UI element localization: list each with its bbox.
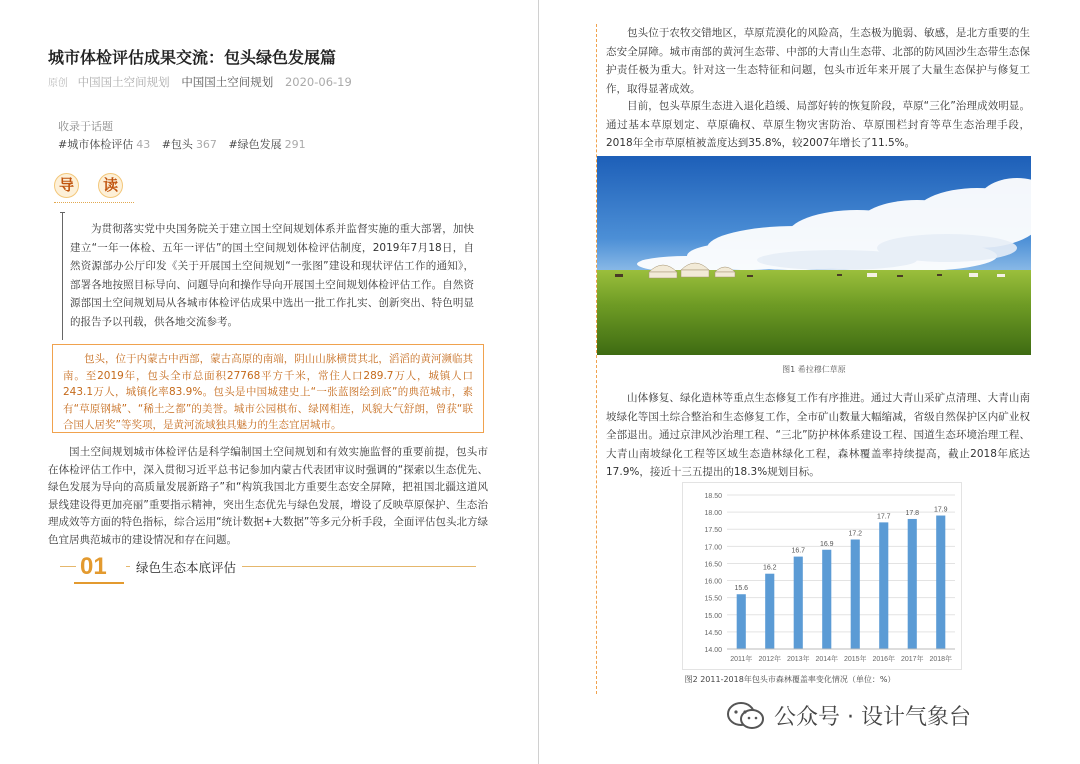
chart-y-tick-label: 15.00	[704, 612, 722, 620]
chart-x-tick-label: 2014年	[815, 656, 839, 663]
chart-data-label: 17.2	[848, 530, 863, 538]
left-page	[0, 0, 538, 764]
chart-x-tick-label: 2012年	[758, 656, 782, 663]
watermark	[726, 700, 971, 731]
page-divider	[538, 0, 539, 764]
chart-y-tick-label: 18.50	[704, 493, 722, 500]
topic-tags	[58, 136, 314, 152]
chart-x-tick-label: 2011年	[730, 656, 753, 663]
chart-data-label: 17.8	[905, 509, 920, 517]
publish-date: 2020-06-19	[284, 75, 352, 89]
topic-tag-count: 291	[284, 138, 306, 151]
chart-x-tick-label: 2018年	[929, 656, 953, 663]
body-paragraph: 目前，包头草原生态进入退化趋缓、局部好转的恢复阶段，草原“三化”治理成效明显。通过基本草原划定、草原确权、草原生物灾害防治、草原围栏封育等草生态治理手段，2018年全市草原植被盖度达到35.8%，较2007年增长了11.5%。	[606, 100, 1030, 149]
topic-tag-name: #绿色发展	[228, 138, 282, 151]
forest-coverage-chart	[682, 482, 962, 670]
chart-x-tick-label: 2013年	[786, 656, 810, 663]
chart-svg	[683, 483, 963, 671]
highlight-box	[52, 344, 484, 433]
chart-x-tick-label: 2017年	[900, 656, 924, 663]
grassland-photo-svg	[597, 156, 1031, 355]
right-page	[540, 0, 1080, 764]
topic-tag[interactable]	[58, 138, 150, 151]
highlight-paragraph: 包头，位于内蒙古中西部，蒙古高原的南端，阴山山脉横贯其北，滔滔的黄河濒临其南。至2019年，包头全市总面积27768平方千米，常住人口289.7万人，城镇人口243.1万人，城镇化率83.9%。包头是中国城建史上“一张蓝图绘到底”的典范城市，素有“草原钢城”、“稀土之都”的美誉。城市公园棋布、绿网相连，风貌大气舒朗，曾获“联合国人居奖”等奖项，是黄河流域独具魅力的生态宜居城市。	[63, 353, 473, 431]
chart-bar	[908, 519, 917, 649]
author-name[interactable]: 中国国土空间规划	[77, 75, 170, 89]
chart-y-tick-label: 15.50	[704, 595, 722, 603]
chart-x-tick-label: 2015年	[843, 656, 867, 663]
chart-data-label: 15.6	[734, 585, 749, 593]
topic-tag-name: #包头	[161, 138, 193, 151]
article-meta	[48, 74, 360, 90]
chart-y-tick-label: 16.50	[704, 561, 722, 569]
chart-y-tick-label: 14.50	[704, 629, 722, 637]
topic-tag-name: #城市体检评估	[58, 138, 134, 151]
intro-bracket	[62, 212, 67, 340]
intro-divider	[54, 202, 134, 203]
original-tag: 原创	[48, 78, 68, 89]
chart-bar	[765, 574, 774, 649]
article-title: 城市体检评估成果交流：包头绿色发展篇	[48, 48, 337, 67]
body-paragraph: 山体修复、绿化造林等重点生态修复工作有序推进。通过大青山采矿点清理、大青山南坡绿化等国土综合整治和生态修复工作，全市矿山数量大幅缩减，省级自然保护区内矿业权全部退出。通过京津风沙治理工程、“三北”防护林体系建设工程、国道生态环境治理工程、大青山南坡绿化工程等区域生态造林绿化工程，森林覆盖率持续提高，截止2018年底达17.9%，接近十三五提出的18.3%规划目标。	[606, 392, 1030, 478]
chart-y-tick-label: 18.00	[704, 510, 722, 518]
section-title: 绿色生态本底评估	[130, 558, 242, 576]
right-dashed-border	[596, 24, 597, 694]
intro-badge: 读	[98, 173, 123, 198]
watermark-text: 公众号 · 设计气象台	[774, 705, 971, 730]
topic-tag[interactable]	[162, 138, 217, 151]
topic-tag[interactable]	[228, 138, 305, 151]
intro-badge: 导	[54, 173, 79, 198]
chart-bar	[851, 539, 860, 649]
photo-caption: 图1 希拉穆仁草原	[782, 365, 846, 374]
chart-bar	[879, 522, 888, 649]
chart-y-tick-label: 17.00	[704, 544, 722, 552]
chart-data-label: 16.7	[791, 547, 806, 555]
chart-data-label: 17.9	[933, 506, 948, 514]
intro-heading	[54, 173, 137, 198]
chart-y-tick-label: 16.00	[704, 578, 722, 586]
chart-data-label: 16.2	[762, 564, 777, 572]
grassland-photo	[597, 156, 1031, 355]
chart-bar	[737, 594, 746, 649]
body-paragraph: 国土空间规划城市体检评估是科学编制国土空间规划和有效实施监督的重要前提，包头市在体检评估工作中，深入贯彻习近平总书记参加内蒙古代表团审议时强调的“探索以生态优先、绿色发展为导向的高质量发展新路子”和“构筑我国北方重要生态安全屏障，把祖国北疆这道风景线建设得更加亮丽”重要指示精神，突出生态优先与绿色发展，增设了反映草原保护、生态治理成效等方面的特色指标，综合运用“统计数据+大数据”等多元分析手段，全面评估包头北方绿色宜居典范城市的建设情况和存在问题。	[48, 446, 488, 546]
chart-x-tick-label: 2016年	[872, 656, 896, 663]
section-number: 01	[80, 553, 107, 580]
chart-data-label: 17.7	[876, 513, 891, 521]
chart-data-label: 16.9	[819, 540, 834, 548]
chart-y-tick-label: 17.50	[704, 527, 722, 535]
chart-bar	[822, 550, 831, 649]
account-link[interactable]: 中国国土空间规划	[181, 75, 274, 89]
topics-label: 收录于话题	[58, 120, 113, 133]
intro-paragraph: 为贯彻落实党中央国务院关于建立国土空间规划体系并监督实施的重大部署，加快建立“一年一体检、五年一评估”的国土空间规划体检评估制度，2019年7月18日，自然资源部办公厅印发《关于开展国土空间规划“一张图”建设和现状评估工作的通知》，部署各地按照目标导向、问题导向和操作导向开展国土空间规划体检评估工作。自然资源部国土空间规划局从各城市体检评估成果中选出一批工作扎实、创新突出、特色明显的报告予以刊载，供各地交流参考。	[70, 223, 474, 328]
wechat-icon	[726, 701, 766, 731]
body-paragraph: 包头位于农牧交错地区，草原荒漠化的风险高，生态极为脆弱、敏感，是北方重要的生态安全屏障。城市南部的黄河生态带、中部的大青山生态带、北部的防风固沙生态带生态保护责任极为重大。针对这一生态特征和问题，包头市近年来开展了大量生态保护与修复工作，取得显著成效。	[606, 27, 1030, 95]
topic-tag-count: 43	[136, 138, 151, 151]
chart-bar	[794, 557, 803, 649]
chart-bar	[936, 516, 945, 649]
chart-caption: 图2 2011-2018年包头市森林覆盖率变化情况（单位：%）	[684, 675, 896, 684]
topic-tag-count: 367	[195, 138, 217, 151]
chart-y-tick-label: 14.00	[704, 647, 722, 654]
section-number-underline	[74, 582, 124, 584]
